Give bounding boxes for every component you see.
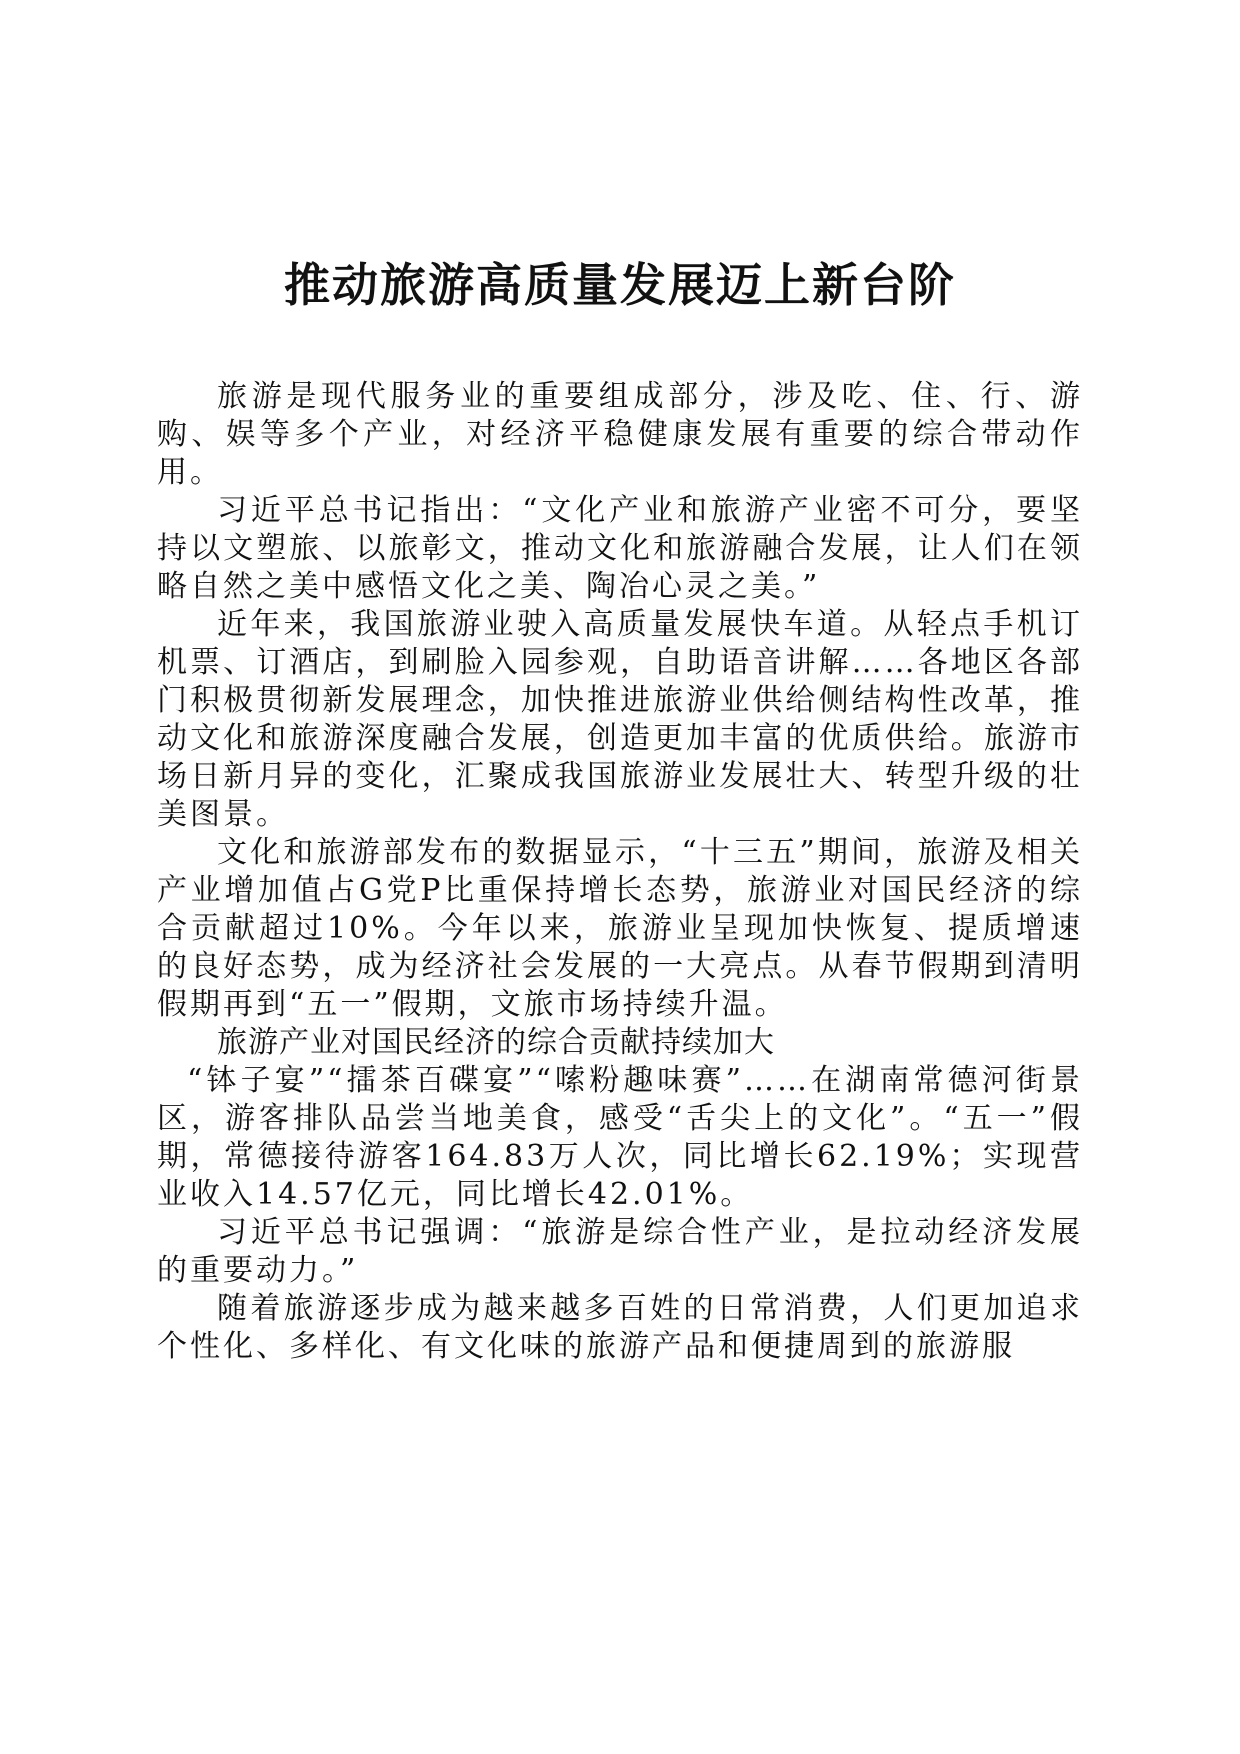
document-title: 推动旅游高质量发展迈上新台阶 (284, 258, 956, 312)
paragraph-changde: “钵子宴”“擂茶百碟宴”“嗦粉趣味赛”……在湖南常德河街景区，游客排队品尝当地美食，感受“舌尖上的文化”。“五一”假期，常德接待游客164.83万人次，同比增长62.19%；实现营业收入14.57亿元，同比增长42.01%。 (157, 1063, 1083, 1212)
paragraph-quote-2: 习近平总书记强调：“旅游是综合性产业，是拉动经济发展的重要动力。” (157, 1215, 1083, 1288)
document-body (157, 378, 1083, 1366)
paragraph-quote-1: 习近平总书记指出：“文化产业和旅游产业密不可分，要坚持以文塑旅、以旅彰文，推动文化和旅游融合发展，让人们在领略自然之美中感悟文化之美、陶冶心灵之美。” (157, 493, 1083, 604)
paragraph-statistics: 文化和旅游部发布的数据显示，“十三五”期间，旅游及相关产业增加值占G党P比重保持增长态势，旅游业对国民经济的综合贡献超过10%。今年以来，旅游业呈现加快恢复、提质增速的良好态势，成为经济社会发展的一大亮点。从春节假期到清明假期再到“五一”假期，文旅市场持续升温。 (157, 835, 1083, 1022)
paragraph-recent-years: 近年来，我国旅游业驶入高质量发展快车道。从轻点手机订机票、订酒店，到刷脸入园参观，自助语音讲解……各地区各部门积极贯彻新发展理念，加快推进旅游业供给侧结构性改革，推动文化和旅游深度融合发展，创造更加丰富的优质供给。旅游市场日新月异的变化，汇聚成我国旅游业发展壮大、转型升级的壮美图景。 (157, 607, 1083, 832)
paragraph-intro: 旅游是现代服务业的重要组成部分，涉及吃、住、行、游购、娱等多个产业，对经济平稳健康发展有重要的综合带动作用。 (157, 379, 1083, 490)
paragraph-consumption: 随着旅游逐步成为越来越多百姓的日常消费，人们更加追求个性化、多样化、有文化味的旅游产品和便捷周到的旅游服 (157, 1291, 1083, 1364)
section-subheading: 旅游产业对国民经济的综合贡献持续加大 (217, 1025, 775, 1060)
